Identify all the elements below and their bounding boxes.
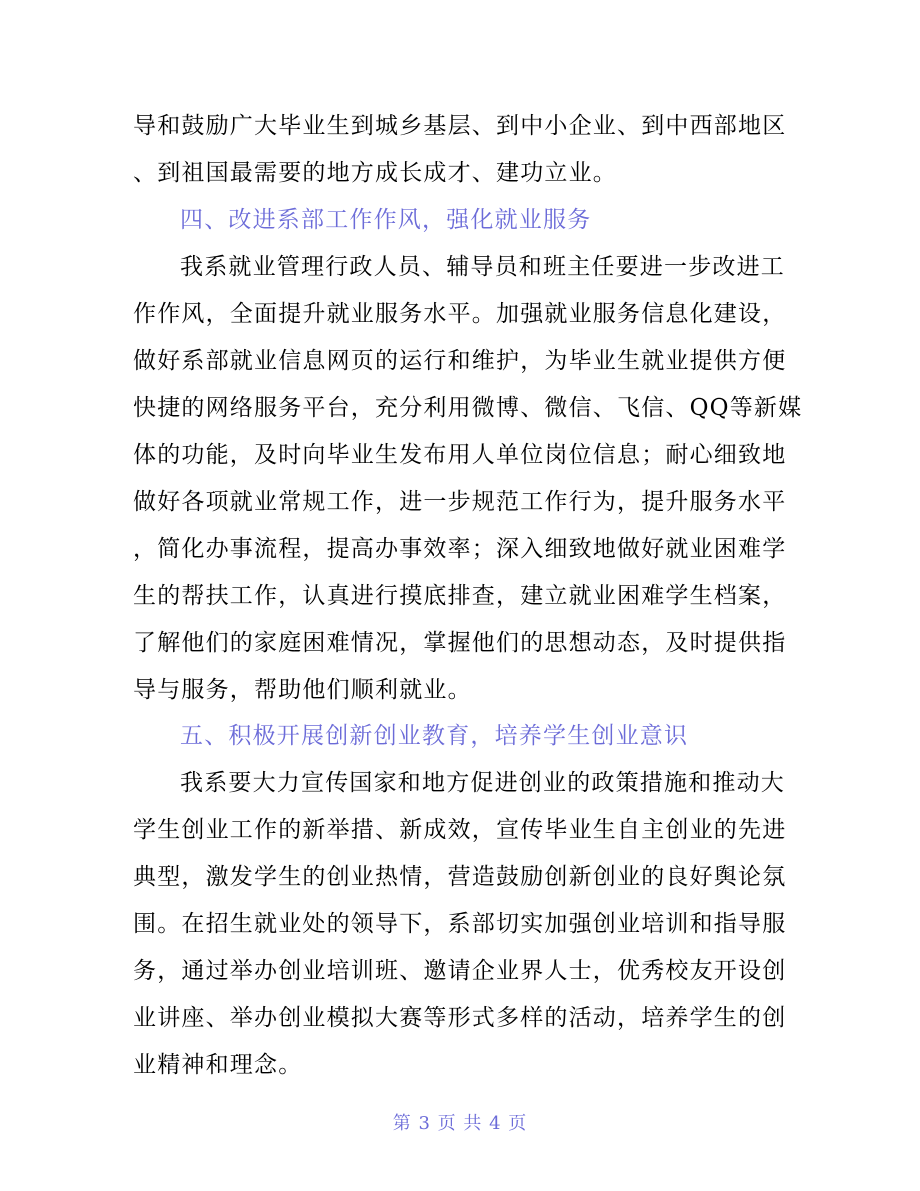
paragraph-line: ，简化办事流程，提高办事效率；深入细致地做好就业困难学 [133,536,787,562]
paragraph-line: 导与服务，帮助他们顺利就业。 [133,677,472,703]
paragraph-line: 了解他们的家庭困难情况，掌握他们的思想动态，及时提供指 [133,630,787,656]
section-heading-4: 四、改进系部工作作风，强化就业服务 [180,207,592,233]
paragraph-line: 生的帮扶工作，认真进行摸底排查，建立就业困难学生档案， [133,583,787,609]
paragraph-line: 务，通过举办创业培训班、邀请企业界人士，优秀校友开设创 [133,958,787,984]
paragraph-line: 作作风，全面提升就业服务水平。加强就业服务信息化建设， [133,301,787,327]
paragraph-line: 我系要大力宣传国家和地方促进创业的政策措施和推动大 [180,770,785,796]
paragraph-line: 业精神和理念。 [133,1052,303,1078]
page-footer: 第 3 页 共 4 页 [392,1113,528,1134]
paragraph-line: 做好系部就业信息网页的运行和维护，为毕业生就业提供方便 [133,348,787,374]
section-heading-5: 五、积极开展创新创业教育，培养学生创业意识 [180,723,689,749]
paragraph-line: 学生创业工作的新举措、新成效，宣传毕业生自主创业的先进 [133,817,787,843]
paragraph-line: 快捷的网络服务平台，充分利用微博、微信、飞信、QQ等新媒 [133,395,803,421]
paragraph-line: 典型，激发学生的创业热情，营造鼓励创新创业的良好舆论氛 [133,864,787,890]
paragraph-line: 做好各项就业常规工作，进一步规范工作行为，提升服务水平 [133,489,787,515]
paragraph-line: 、到祖国最需要的地方成长成才、建功立业。 [133,160,617,186]
paragraph-line: 体的功能，及时向毕业生发布用人单位岗位信息；耐心细致地 [133,442,787,468]
paragraph-line: 围。在招生就业处的领导下，系部切实加强创业培训和指导服 [133,911,787,937]
paragraph-line: 导和鼓励广大毕业生到城乡基层、到中小企业、到中西部地区 [133,113,787,139]
paragraph-line: 我系就业管理行政人员、辅导员和班主任要进一步改进工 [180,254,785,280]
paragraph-line: 业讲座、举办创业模拟大赛等形式多样的活动，培养学生的创 [133,1005,787,1031]
